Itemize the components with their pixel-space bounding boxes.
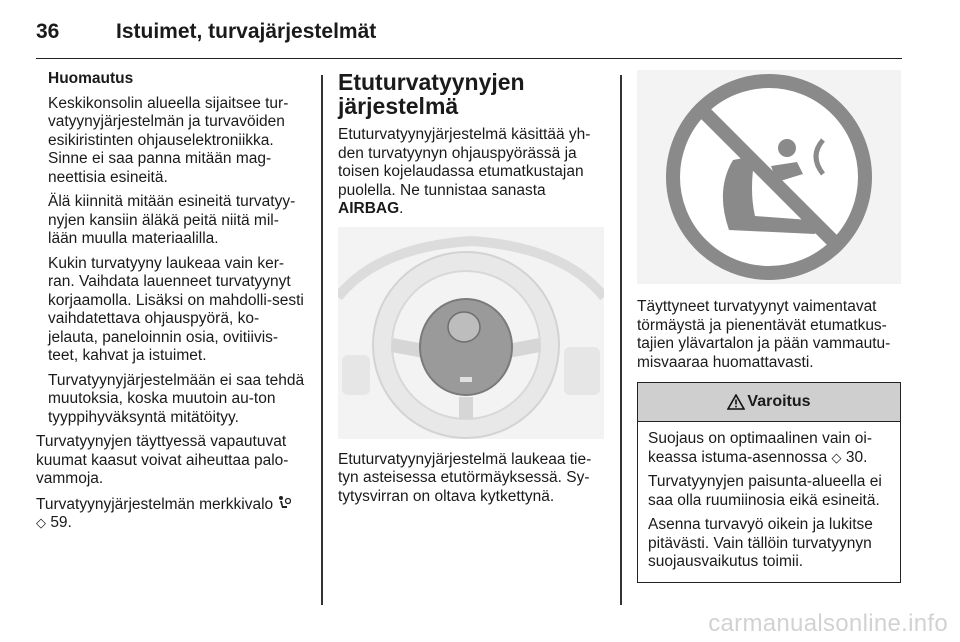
warning-box [637,382,901,583]
column-3 [637,70,901,583]
warning-header [638,383,900,422]
note-paragraph-3: Kukin turvatyyny laukeaa vain ker-ran. Vaihdata lauenneet turvatyynyt korjaamolla. Lisäksi on mahdolli-sesti vaihdatettava ohjauspyörä, ko-jelauta, paneloinnin osia, ovitiivis-teet, kahvat ja istuimet. [48,254,304,364]
page-reference-icon: ◇ [36,515,46,530]
prohibition-sign-figure [637,70,901,284]
airbag-warning-icon [277,495,291,511]
page-number: 36 [36,20,60,43]
indicator-text: Turvatyynyjärjestelmän merkkivalo [36,495,274,513]
note-paragraph-4: Turvatyynyjärjestelmään ei saa tehdä muutoksia, koska muutoin au-ton tyyppihyväksyntä mitätöityy. [48,371,305,426]
intro-text: Etuturvatyynyjärjestelmä käsittää yh-den turvatyynyn ohjauspyörässä ja toisen kojelaudassa etumatkustajan puolella. Ne tunnistaa sanasta [338,126,591,199]
indicator-page-ref[interactable]: 59. [50,514,72,531]
note-block [36,70,306,427]
note-paragraph-2: Älä kiinnitä mitään esineitä turvatyy-nyjen kansiin äläkä peitä niitä mil-lään muulla materiaalilla. [48,193,296,247]
warning-title: Varoitus [747,392,811,410]
column-divider-2 [620,75,622,605]
steering-wheel-figure [338,227,604,439]
caption-paragraph: Etuturvatyynyjärjestelmä laukeaa tie-tyn asteisessa etutörmäyksessä. Sy-tytysvirran on oltava kytkettynä. [338,450,592,505]
warning-paragraph-2: Turvatyynyjen paisunta-alueella ei saa olla ruumiinosia eikä esineitä. [648,473,882,509]
warning-page-ref[interactable]: 30. [845,448,868,466]
column-divider-1 [321,75,323,605]
warning-paragraph-1 [648,430,892,467]
warning-body [638,422,900,582]
page-title: Istuimet, turvajärjestelmät [116,20,377,43]
airbag-label: AIRBAG [338,200,400,217]
body-paragraph: Turvatyynyjen täyttyessä vapautuvat kuumat kaasut voivat aiheuttaa palo-vammoja. [36,433,289,487]
watermark: carmanualsonline.info [708,610,948,637]
note-paragraph-1: Keskikonsolin alueella sijaitsee tur-vatyynyjärjestelmän ja turvavöiden esikiristinten ohjauselektroniikka. Sinne ei saa panna mitään mag-neettisia esineitä. [48,94,289,186]
protection-paragraph: Täyttyneet turvatyynyt vaimentavat törmäystä ja pienentävät etumatkus-tajien ylävartalon ja pään vammautu-misvaaraa huomattavasti. [637,298,891,371]
note-title: Huomautus [48,70,134,87]
warning-paragraph-1-text: Suojaus on optimaalinen vain oi-keassa istuma-asennossa [648,430,873,466]
warning-paragraph-3: Asenna turvavyö oikein ja lukitse pitävästi. Vain tällöin turvatyynyn suojausvaikutus toimii. [648,516,873,570]
section-heading: Etuturvatyynyjen järjestelmä [338,69,525,119]
indicator-paragraph [36,495,306,533]
warning-triangle-icon [727,394,745,410]
column-1 [36,70,306,539]
no-child-seat-sign [637,70,901,284]
page-reference-icon: ◇ [831,449,842,465]
page-header [36,14,902,59]
column-2 [338,70,604,512]
intro-paragraph: Etuturvatyynyjärjestelmä käsittää yh-den turvatyynyn ohjauspyörässä ja toisen kojelaudassa etumatkustajan puolella. Ne tunnistaa sanasta AIRBAG. [338,126,591,217]
steering-wheel-illustration [338,227,604,439]
